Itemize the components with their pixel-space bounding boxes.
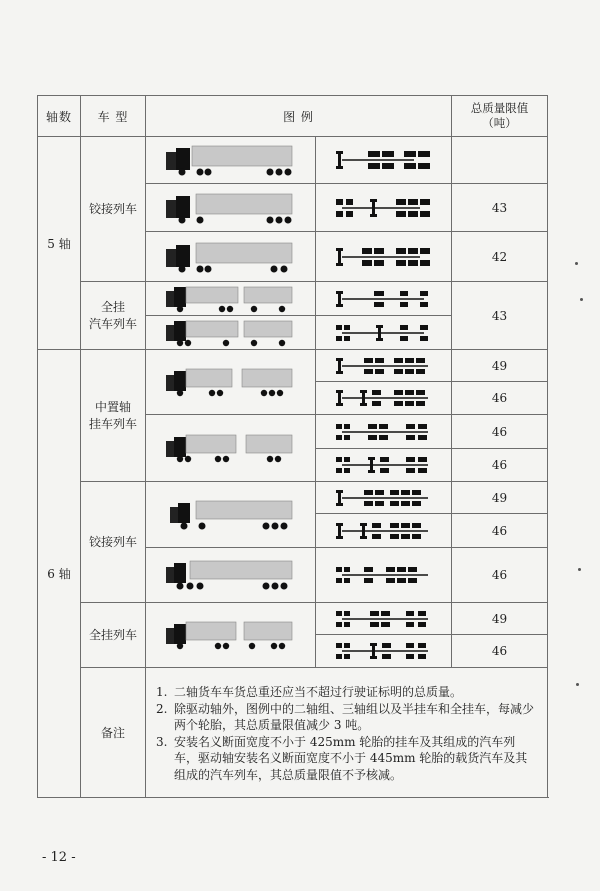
axle-diagram — [316, 137, 452, 184]
header-weight-limit — [452, 96, 548, 137]
axle-diagram — [316, 482, 452, 514]
articulated-truck-icon — [166, 559, 296, 591]
table-row — [38, 282, 548, 316]
axle-diagram — [316, 635, 452, 668]
table-row — [38, 603, 548, 635]
table-row — [38, 350, 548, 382]
note-number: 3. — [156, 734, 168, 749]
axle-weight-limit-table — [37, 95, 548, 798]
articulated-truck-icon — [166, 241, 296, 273]
axle-layout-icon — [334, 356, 434, 376]
note-text: 除驱动轴外，图例中的二轴组、三轴组以及半挂车和全挂车，每减少两个轮胎，其总质量限值减少 3 吨。 — [174, 701, 535, 732]
axle-diagram — [316, 184, 452, 232]
scan-speck — [578, 568, 581, 571]
axle-diagram — [316, 514, 452, 548]
vehicle-illustration — [146, 232, 316, 282]
weight-limit: 49 — [452, 603, 548, 635]
vehicle-type-line: 中置轴 挂车列车 — [88, 399, 137, 431]
header-row — [38, 96, 548, 137]
header-limit-line2: （吨） — [482, 116, 517, 130]
axle-count-5: 5 轴 — [38, 137, 81, 350]
weight-limit: 46 — [452, 548, 548, 603]
axle-diagram — [316, 415, 452, 449]
header-illustration: 图 例 — [146, 96, 452, 137]
vehicle-illustration — [146, 482, 316, 548]
full-trailer-truck-icon — [166, 620, 296, 650]
vehicle-illustration — [146, 350, 316, 415]
axle-layout-icon — [334, 488, 434, 508]
vehicle-illustration — [146, 603, 316, 668]
vehicle-illustration — [146, 548, 316, 603]
scan-speck — [575, 262, 578, 265]
axle-layout-icon — [334, 455, 434, 475]
page-number: - 12 - — [42, 850, 76, 865]
articulated-truck-icon — [166, 144, 296, 176]
note-item — [156, 701, 537, 734]
vehicle-illustration — [146, 415, 316, 482]
note-text: 二轴货车车货总重还应当不超过行驶证标明的总质量。 — [174, 685, 463, 699]
vehicle-type-line: 全挂 汽车列车 — [88, 299, 137, 331]
axle-diagram — [316, 382, 452, 415]
axle-layout-icon — [334, 609, 434, 629]
header-axle-count: 轴数 — [38, 96, 81, 137]
note-text: 安装名义断面宽度不小于 425mm 轮胎的挂车及其组成的汽车列车，驱动轴安装名义断面宽度不小于 445mm 轮胎的载货汽车及其组成的汽车列车，其总质量限值不予核减。 — [174, 734, 528, 782]
full-trailer-truck-icon — [166, 285, 296, 313]
header-limit-line1: 总质量限值 — [470, 101, 529, 115]
note-item — [156, 684, 537, 701]
weight-limit: 46 — [452, 449, 548, 482]
axle-layout-icon — [334, 197, 434, 219]
axle-count-6: 6 轴 — [38, 350, 81, 798]
vehicle-type-6-full-trailer: 全挂列车 — [81, 603, 146, 668]
weight-limit: 49 — [452, 482, 548, 514]
axle-diagram — [316, 548, 452, 603]
vehicle-type-6-articulated: 铰接列车 — [81, 482, 146, 603]
axle-layout-icon — [334, 388, 434, 408]
vehicle-illustration — [146, 137, 316, 184]
articulated-truck-icon — [166, 192, 296, 224]
weight-limit: 46 — [452, 382, 548, 415]
center-axle-trailer-truck-icon — [166, 367, 296, 397]
note-number: 2. — [156, 701, 168, 716]
note-number: 1. — [156, 685, 168, 699]
weight-limit — [452, 137, 548, 184]
axle-layout-icon — [334, 422, 434, 442]
vehicle-type-6-center-axle — [81, 350, 146, 482]
center-axle-trailer-truck-icon — [166, 433, 296, 463]
axle-diagram — [316, 232, 452, 282]
weight-limit: 46 — [452, 635, 548, 668]
axle-diagram — [316, 282, 452, 316]
notes-label: 备注 — [81, 668, 146, 798]
axle-layout-icon — [334, 149, 434, 171]
axle-layout-icon — [334, 289, 434, 309]
axle-diagram — [316, 350, 452, 382]
weight-limit: 49 — [452, 350, 548, 382]
vehicle-type-5-articulated: 铰接列车 — [81, 137, 146, 282]
scan-speck — [576, 683, 579, 686]
axle-layout-icon — [334, 641, 434, 661]
note-item — [156, 734, 537, 784]
axle-layout-icon — [334, 246, 434, 268]
full-trailer-truck-icon — [166, 319, 296, 347]
table-row — [38, 137, 548, 184]
axle-layout-icon — [334, 565, 434, 585]
axle-diagram — [316, 449, 452, 482]
vehicle-illustration — [146, 282, 316, 316]
header-vehicle-type: 车 型 — [81, 96, 146, 137]
table-row — [38, 482, 548, 514]
weight-limit: 42 — [452, 232, 548, 282]
notes-row — [38, 668, 548, 798]
weight-limit: 43 — [452, 184, 548, 232]
notes-content — [146, 668, 548, 798]
vehicle-type-5-full-trailer — [81, 282, 146, 350]
weight-limit: 46 — [452, 415, 548, 449]
axle-layout-icon — [334, 521, 434, 541]
weight-limit: 46 — [452, 514, 548, 548]
axle-diagram — [316, 603, 452, 635]
vehicle-illustration — [146, 316, 316, 350]
vehicle-illustration — [146, 184, 316, 232]
weight-limit: 43 — [452, 282, 548, 350]
scan-speck — [580, 298, 583, 301]
articulated-truck-icon — [166, 499, 296, 531]
axle-layout-icon — [334, 323, 434, 343]
axle-diagram — [316, 316, 452, 350]
